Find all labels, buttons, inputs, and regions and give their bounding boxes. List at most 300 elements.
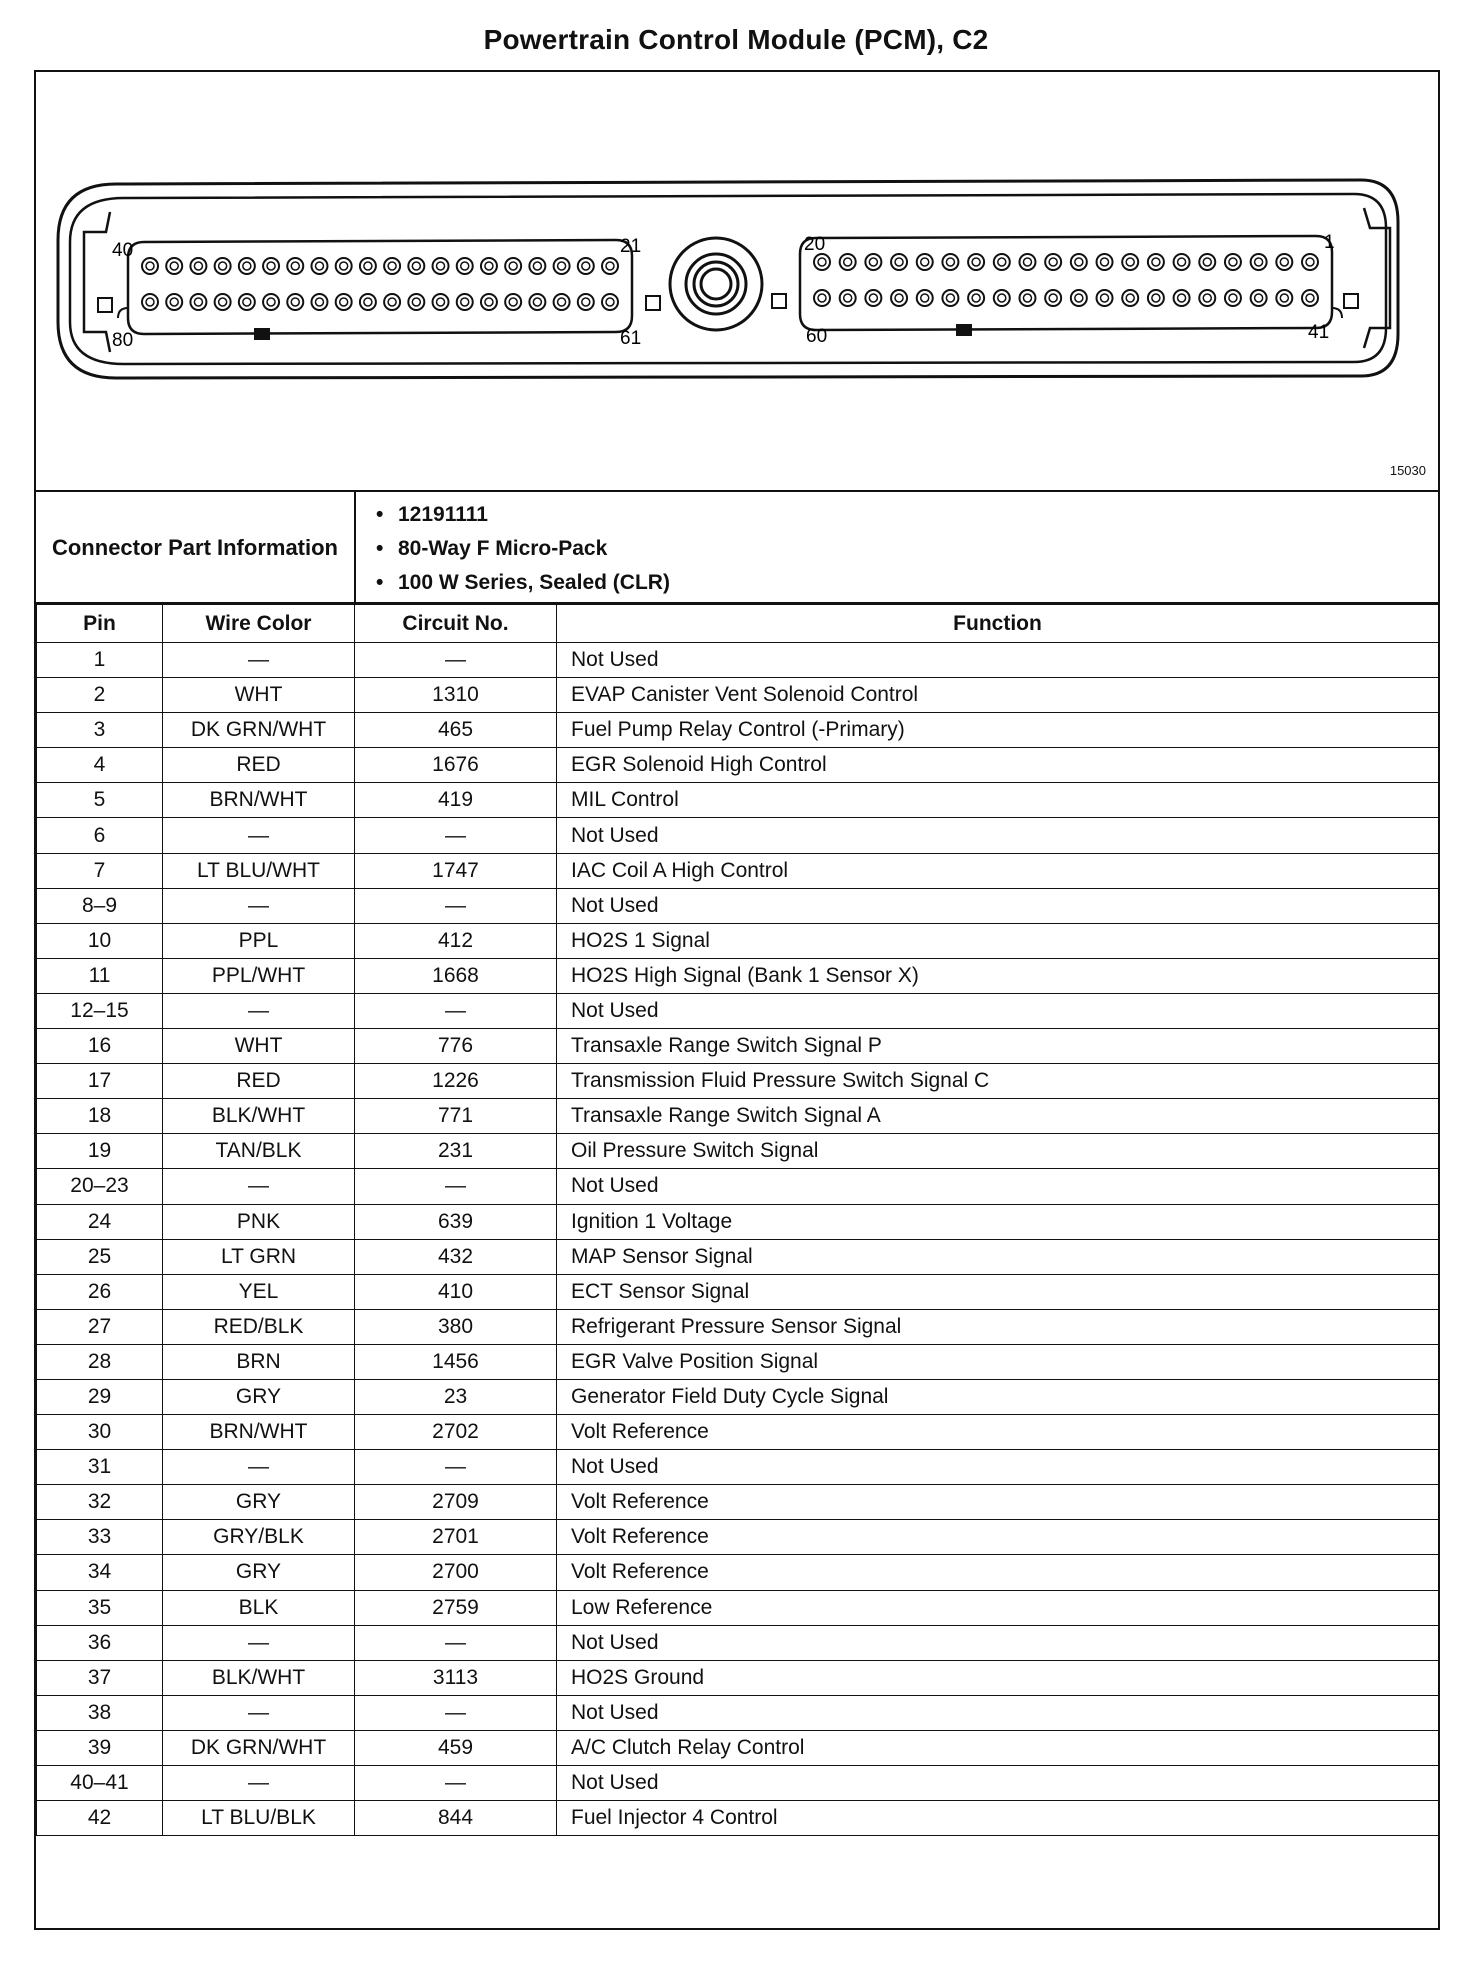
pin-hole (529, 258, 545, 274)
cell-circuit: — (355, 643, 557, 678)
pin-hole (412, 298, 420, 306)
pin-hole (457, 294, 473, 310)
cell-wire-color: — (163, 888, 355, 923)
pin-hole (146, 298, 154, 306)
pin-hole (315, 298, 323, 306)
pin-hole (142, 294, 158, 310)
pin-hole (1255, 294, 1263, 302)
cell-wire-color: — (163, 1625, 355, 1660)
cell-circuit: 459 (355, 1730, 557, 1765)
pinout-table (36, 604, 1439, 1836)
cell-function: HO2S High Signal (Bank 1 Sensor X) (557, 958, 1439, 993)
pin-hole (895, 258, 903, 266)
cell-pin: 34 (37, 1555, 163, 1590)
pin-hole (602, 294, 618, 310)
cell-wire-color: — (163, 643, 355, 678)
table-row (37, 1169, 1439, 1204)
cell-function: Transaxle Range Switch Signal P (557, 1029, 1439, 1064)
pin-hole (844, 258, 852, 266)
pin-hole (166, 258, 182, 274)
cell-pin: 1 (37, 643, 163, 678)
cell-circuit: 1676 (355, 748, 557, 783)
connector-type: • 80-Way F Micro-Pack (376, 532, 670, 566)
pin-hole (1306, 294, 1314, 302)
cell-circuit: 412 (355, 923, 557, 958)
pin-hole (818, 294, 826, 302)
pin-hole (1306, 258, 1314, 266)
cell-wire-color: — (163, 993, 355, 1028)
connector-series: • 100 W Series, Sealed (CLR) (376, 566, 670, 600)
cell-function: Volt Reference (557, 1415, 1439, 1450)
cell-pin: 30 (37, 1415, 163, 1450)
pin-hole (219, 262, 227, 270)
pin-hole (315, 262, 323, 270)
pin-hole (170, 298, 178, 306)
pin-hole (433, 294, 449, 310)
cell-wire-color: BLK/WHT (163, 1660, 355, 1695)
pin-hole (364, 262, 372, 270)
cell-function: Not Used (557, 1766, 1439, 1801)
cell-pin: 3 (37, 713, 163, 748)
cell-pin: 24 (37, 1204, 163, 1239)
cell-function: Volt Reference (557, 1485, 1439, 1520)
pin-hole (481, 258, 497, 274)
cell-circuit: 776 (355, 1029, 557, 1064)
cell-function: Ignition 1 Voltage (557, 1204, 1439, 1239)
pin-hole (190, 258, 206, 274)
pin-hole (1251, 290, 1267, 306)
cell-circuit: — (355, 888, 557, 923)
table-row (37, 1379, 1439, 1414)
cell-circuit: 2759 (355, 1590, 557, 1625)
pin-hole (1045, 290, 1061, 306)
pin-hole (190, 294, 206, 310)
cell-pin: 10 (37, 923, 163, 958)
pin-hole (554, 294, 570, 310)
pin-hole (1049, 294, 1057, 302)
pin-hole (267, 262, 275, 270)
pin-hole (1174, 254, 1190, 270)
cell-pin: 8–9 (37, 888, 163, 923)
cell-wire-color: GRY (163, 1485, 355, 1520)
pin-hole (844, 294, 852, 302)
table-row (37, 1204, 1439, 1239)
pin-hole (1097, 254, 1113, 270)
pin-hole (1203, 294, 1211, 302)
cell-function: Not Used (557, 1450, 1439, 1485)
pin-hole (263, 294, 279, 310)
pin-hole (1101, 294, 1109, 302)
pin-hole (578, 258, 594, 274)
cell-pin: 31 (37, 1450, 163, 1485)
pin-hole (287, 294, 303, 310)
pin-hole (1122, 254, 1138, 270)
header-circuit: Circuit No. (355, 605, 557, 643)
pin-hole (481, 294, 497, 310)
pin-hole (243, 262, 251, 270)
pin-hole (1203, 258, 1211, 266)
table-row (37, 1344, 1439, 1379)
pin-hole (215, 294, 231, 310)
table-row (37, 678, 1439, 713)
pin-hole (1152, 258, 1160, 266)
pin-hole (972, 294, 980, 302)
table-row (37, 1309, 1439, 1344)
cell-function: Oil Pressure Switch Signal (557, 1134, 1439, 1169)
cell-wire-color: RED (163, 1064, 355, 1099)
pin-hole (311, 258, 327, 274)
pin-hole (1280, 294, 1288, 302)
cell-pin: 18 (37, 1099, 163, 1134)
cell-wire-color: — (163, 1450, 355, 1485)
table-row (37, 1730, 1439, 1765)
pin-hole (869, 258, 877, 266)
cell-pin: 11 (37, 958, 163, 993)
pin-hole (1023, 294, 1031, 302)
pin-hole (166, 294, 182, 310)
pin-hole (1152, 294, 1160, 302)
pin-label-41: 41 (1308, 322, 1330, 343)
pin-hole (891, 254, 907, 270)
pin-hole (865, 290, 881, 306)
connector-info-label: Connector Part Information (36, 492, 356, 602)
cell-wire-color: YEL (163, 1274, 355, 1309)
pin-hole (1302, 254, 1318, 270)
cell-circuit: — (355, 993, 557, 1028)
cell-pin: 35 (37, 1590, 163, 1625)
pin-hole (972, 258, 980, 266)
cell-circuit: 23 (355, 1379, 557, 1414)
cell-pin: 4 (37, 748, 163, 783)
cell-pin: 19 (37, 1134, 163, 1169)
pin-hole (291, 298, 299, 306)
cell-circuit: — (355, 1169, 557, 1204)
cell-pin: 6 (37, 818, 163, 853)
cell-function: Not Used (557, 1695, 1439, 1730)
pin-hole (457, 258, 473, 274)
pin-hole (388, 298, 396, 306)
cell-function: Volt Reference (557, 1520, 1439, 1555)
pin-hole (1049, 258, 1057, 266)
pin-hole (243, 298, 251, 306)
pin-hole (942, 290, 958, 306)
pin-hole (146, 262, 154, 270)
cell-wire-color: BRN/WHT (163, 783, 355, 818)
pin-hole (582, 262, 590, 270)
pin-hole (968, 290, 984, 306)
pin-hole (1075, 258, 1083, 266)
pin-hole (1148, 290, 1164, 306)
pin-hole (1045, 254, 1061, 270)
cell-circuit: — (355, 1766, 557, 1801)
table-row (37, 818, 1439, 853)
cell-function: EGR Solenoid High Control (557, 748, 1439, 783)
table-row (37, 958, 1439, 993)
pin-hole (505, 294, 521, 310)
cell-circuit: 231 (355, 1134, 557, 1169)
pin-hole (384, 258, 400, 274)
cell-wire-color: RED/BLK (163, 1309, 355, 1344)
pin-hole (239, 294, 255, 310)
cell-pin: 29 (37, 1379, 163, 1414)
cell-circuit: — (355, 1625, 557, 1660)
cell-function: Not Used (557, 1625, 1439, 1660)
cell-wire-color: BRN/WHT (163, 1415, 355, 1450)
cell-pin: 7 (37, 853, 163, 888)
pin-hole (946, 258, 954, 266)
cell-circuit: 2700 (355, 1555, 557, 1590)
connector-diagram (36, 72, 1438, 492)
cell-circuit: 419 (355, 783, 557, 818)
cell-function: MAP Sensor Signal (557, 1239, 1439, 1274)
pin-hole (1229, 258, 1237, 266)
figure-id: 15030 (1389, 463, 1426, 478)
page-title: Powertrain Control Module (PCM), C2 (483, 24, 989, 55)
cell-pin: 5 (37, 783, 163, 818)
pin-hole (412, 262, 420, 270)
pin-hole (921, 294, 929, 302)
cell-wire-color: GRY/BLK (163, 1520, 355, 1555)
cell-function: Transmission Fluid Pressure Switch Signal C (557, 1064, 1439, 1099)
cell-circuit: 3113 (355, 1660, 557, 1695)
pin-hole (1097, 290, 1113, 306)
cell-wire-color: GRY (163, 1555, 355, 1590)
pin-hole (509, 298, 517, 306)
cell-pin: 37 (37, 1660, 163, 1695)
pin-hole (1229, 294, 1237, 302)
pin-hole (485, 298, 493, 306)
table-row (37, 1450, 1439, 1485)
cell-pin: 38 (37, 1695, 163, 1730)
cell-pin: 39 (37, 1730, 163, 1765)
cell-function: Fuel Pump Relay Control (-Primary) (557, 713, 1439, 748)
cell-circuit: 2702 (355, 1415, 557, 1450)
pin-hole (869, 294, 877, 302)
cell-function: Not Used (557, 993, 1439, 1028)
cell-function: HO2S Ground (557, 1660, 1439, 1695)
cell-wire-color: — (163, 1695, 355, 1730)
cell-circuit: — (355, 1695, 557, 1730)
header-wire-color: Wire Color (163, 605, 355, 643)
pin-hole (554, 258, 570, 274)
table-row (37, 1485, 1439, 1520)
pin-hole (917, 254, 933, 270)
cell-function: ECT Sensor Signal (557, 1274, 1439, 1309)
pin-hole (814, 254, 830, 270)
cell-wire-color: LT BLU/BLK (163, 1801, 355, 1836)
pin-hole (942, 254, 958, 270)
pin-hole (994, 290, 1010, 306)
pin-hole (263, 258, 279, 274)
table-row (37, 713, 1439, 748)
pin-hole (891, 290, 907, 306)
cell-circuit: — (355, 818, 557, 853)
cell-circuit: 771 (355, 1099, 557, 1134)
cell-function: EVAP Canister Vent Solenoid Control (557, 678, 1439, 713)
pin-hole (170, 262, 178, 270)
pin-hole (364, 298, 372, 306)
pin-hole (509, 262, 517, 270)
cell-circuit: 1668 (355, 958, 557, 993)
part-number: • 12191111 (376, 498, 670, 532)
table-row (37, 1801, 1439, 1836)
pin-hole (606, 262, 614, 270)
cell-pin: 27 (37, 1309, 163, 1344)
cell-circuit: 380 (355, 1309, 557, 1344)
pin-hole (558, 262, 566, 270)
connector-part-info (36, 492, 1438, 604)
pin-hole (818, 258, 826, 266)
pin-hole (194, 262, 202, 270)
pin-hole (194, 298, 202, 306)
pin-hole (558, 298, 566, 306)
table-row (37, 923, 1439, 958)
table-row (37, 1239, 1439, 1274)
pin-hole (814, 290, 830, 306)
cell-function: Not Used (557, 643, 1439, 678)
pin-hole (1019, 290, 1035, 306)
pin-label-21: 21 (620, 236, 642, 257)
table-header-row (37, 605, 1439, 643)
cell-pin: 12–15 (37, 993, 163, 1028)
cell-pin: 16 (37, 1029, 163, 1064)
document-frame (34, 70, 1440, 1930)
cell-wire-color: DK GRN/WHT (163, 713, 355, 748)
cell-pin: 32 (37, 1485, 163, 1520)
cell-function: Transaxle Range Switch Signal A (557, 1099, 1439, 1134)
table-row (37, 1064, 1439, 1099)
cell-function: Generator Field Duty Cycle Signal (557, 1379, 1439, 1414)
pin-hole (529, 294, 545, 310)
cell-pin: 20–23 (37, 1169, 163, 1204)
pin-hole (578, 294, 594, 310)
cell-circuit: 410 (355, 1274, 557, 1309)
pin-hole (998, 294, 1006, 302)
pin-hole (602, 258, 618, 274)
cell-pin: 17 (37, 1064, 163, 1099)
cell-circuit: 1226 (355, 1064, 557, 1099)
cell-wire-color: PNK (163, 1204, 355, 1239)
pin-hole (582, 298, 590, 306)
pin-hole (1225, 290, 1241, 306)
cell-function: IAC Coil A High Control (557, 853, 1439, 888)
pin-hole (968, 254, 984, 270)
pin-hole (437, 262, 445, 270)
pin-hole (533, 262, 541, 270)
cell-function: Not Used (557, 888, 1439, 923)
cell-wire-color: BLK (163, 1590, 355, 1625)
table-row (37, 888, 1439, 923)
pin-hole (437, 298, 445, 306)
table-row (37, 643, 1439, 678)
table-row (37, 1766, 1439, 1801)
cell-circuit: 2701 (355, 1520, 557, 1555)
cell-wire-color: LT GRN (163, 1239, 355, 1274)
pin-hole (1178, 294, 1186, 302)
pin-hole (998, 258, 1006, 266)
pin-hole (1178, 258, 1186, 266)
pin-hole (1071, 290, 1087, 306)
table-row (37, 1029, 1439, 1064)
pin-hole (360, 294, 376, 310)
pin-hole (433, 258, 449, 274)
cell-function: A/C Clutch Relay Control (557, 1730, 1439, 1765)
pin-label-80: 80 (112, 330, 134, 351)
table-row (37, 748, 1439, 783)
cell-function: Volt Reference (557, 1555, 1439, 1590)
cell-pin: 25 (37, 1239, 163, 1274)
pin-hole (336, 294, 352, 310)
pin-hole (1199, 290, 1215, 306)
pin-hole (408, 294, 424, 310)
pin-hole (1122, 290, 1138, 306)
cell-pin: 36 (37, 1625, 163, 1660)
cell-pin: 40–41 (37, 1766, 163, 1801)
pin-hole (219, 298, 227, 306)
pin-hole (142, 258, 158, 274)
pin-hole (865, 254, 881, 270)
cell-pin: 26 (37, 1274, 163, 1309)
pin-hole (1019, 254, 1035, 270)
pin-hole (384, 294, 400, 310)
cell-function: Fuel Injector 4 Control (557, 1801, 1439, 1836)
pin-hole (1126, 294, 1134, 302)
pin-hole (485, 262, 493, 270)
pin-hole (291, 262, 299, 270)
pin-hole (1174, 290, 1190, 306)
pin-hole (340, 262, 348, 270)
pin-hole (1225, 254, 1241, 270)
cell-circuit: 639 (355, 1204, 557, 1239)
pin-label-60: 60 (806, 326, 828, 347)
cell-wire-color: — (163, 818, 355, 853)
cell-circuit: 844 (355, 1801, 557, 1836)
table-row (37, 993, 1439, 1028)
cell-function: Low Reference (557, 1590, 1439, 1625)
cell-wire-color: DK GRN/WHT (163, 1730, 355, 1765)
table-row (37, 1099, 1439, 1134)
cell-pin: 33 (37, 1520, 163, 1555)
pin-hole (340, 298, 348, 306)
pin-hole (917, 290, 933, 306)
pin-label-61: 61 (620, 328, 642, 349)
table-row (37, 1625, 1439, 1660)
pin-hole (895, 294, 903, 302)
cell-function: Not Used (557, 818, 1439, 853)
cell-wire-color: BRN (163, 1344, 355, 1379)
connector-drawing (36, 72, 1438, 490)
pin-hole (1023, 258, 1031, 266)
pin-hole (1251, 254, 1267, 270)
connector-info-list (376, 498, 670, 600)
pin-hole (1255, 258, 1263, 266)
pin-label-40: 40 (112, 240, 134, 261)
pin-hole (287, 258, 303, 274)
cell-wire-color: GRY (163, 1379, 355, 1414)
table-row (37, 1555, 1439, 1590)
table-row (37, 1695, 1439, 1730)
cell-wire-color: — (163, 1766, 355, 1801)
cell-circuit: 1456 (355, 1344, 557, 1379)
pin-hole (360, 258, 376, 274)
pin-hole (1075, 294, 1083, 302)
cell-wire-color: RED (163, 748, 355, 783)
cell-circuit: 1310 (355, 678, 557, 713)
cell-function: HO2S 1 Signal (557, 923, 1439, 958)
cell-wire-color: LT BLU/WHT (163, 853, 355, 888)
cell-function: Refrigerant Pressure Sensor Signal (557, 1309, 1439, 1344)
cell-pin: 28 (37, 1344, 163, 1379)
